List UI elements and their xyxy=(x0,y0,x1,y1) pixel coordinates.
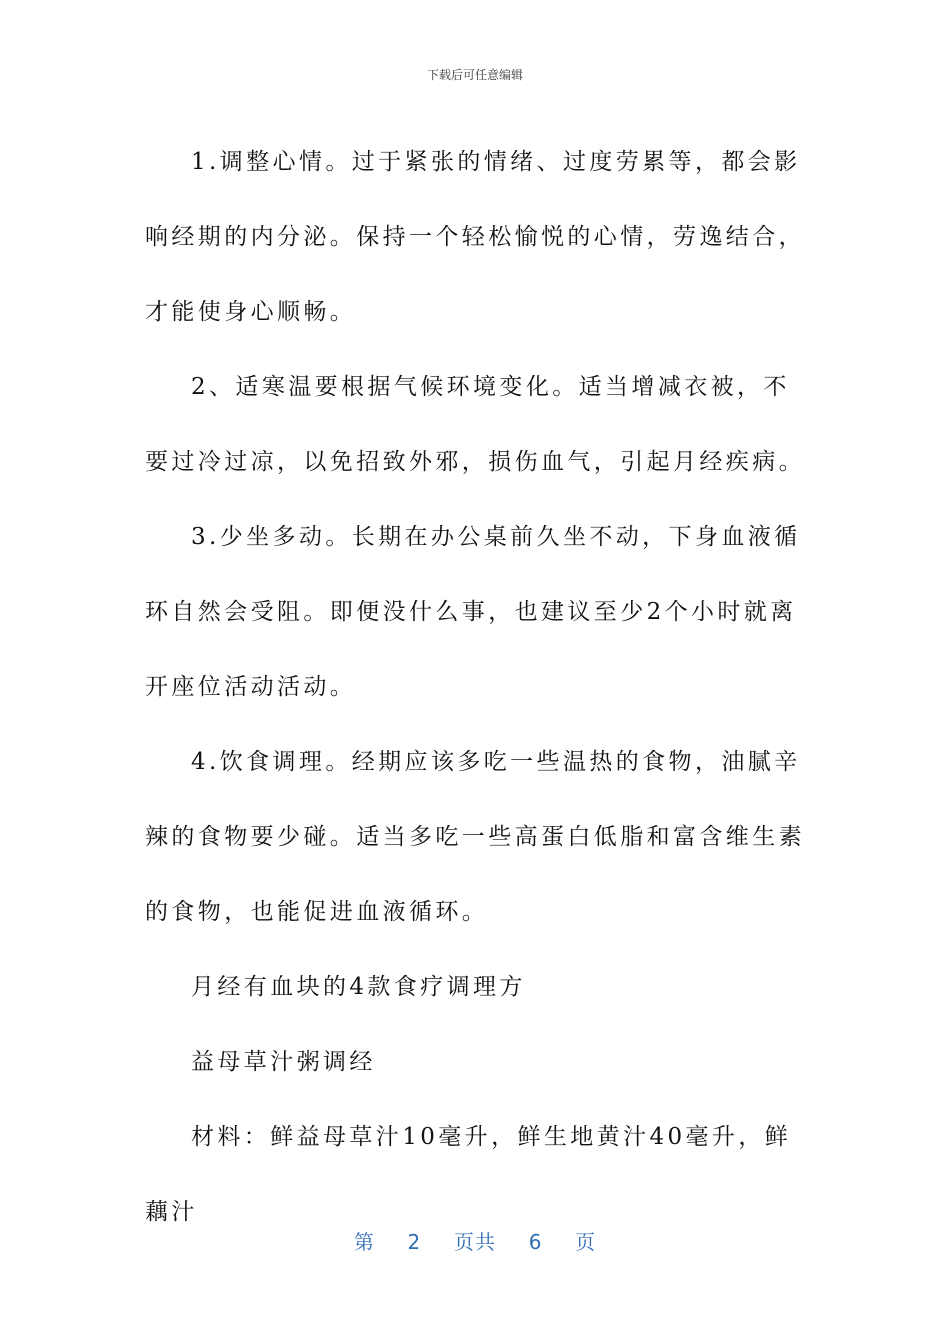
page-label-suffix: 页 xyxy=(575,1230,597,1254)
recipe-ingredients: 材料：鲜益母草汁10毫升，鲜生地黄汁40毫升，鲜藕汁 xyxy=(145,1124,792,1225)
page-label-prefix: 第 xyxy=(353,1230,375,1254)
paragraph-move-more: 3.少坐多动。长期在办公桌前久坐不动，下身血液循环自然会受阻。即便没什么事，也建议至少2个小时就离开座位活动活动。 xyxy=(145,524,801,700)
total-pages-number: 6 xyxy=(528,1230,543,1254)
page-number-footer xyxy=(0,1226,950,1255)
paragraph-adjust-mood: 1.调整心情。过于紧张的情绪、过度劳累等，都会影响经期的内分泌。保持一个轻松愉悦的心情，劳逸结合，才能使身心顺畅。 xyxy=(145,149,805,325)
current-page-number: 2 xyxy=(407,1230,422,1254)
recipe-title: 益母草汁粥调经 xyxy=(191,1049,376,1075)
document-body xyxy=(145,125,805,1250)
paragraph-temperature: 2、适寒温要根据气候环境变化。适当增减衣被，不要过冷过凉，以免招致外邪，损伤血气，引起月经疾病。 xyxy=(145,374,805,475)
paragraph-diet: 4.饮食调理。经期应该多吃一些温热的食物，油腻辛辣的食物要少碰。适当多吃一些高蛋白低脂和富含维生素的食物，也能促进血液循环。 xyxy=(145,749,805,925)
header-note: 下载后可任意编辑 xyxy=(426,68,523,82)
page-label-mid: 页共 xyxy=(454,1230,496,1254)
section-heading-recipes: 月经有血块的4款食疗调理方 xyxy=(191,974,526,1000)
